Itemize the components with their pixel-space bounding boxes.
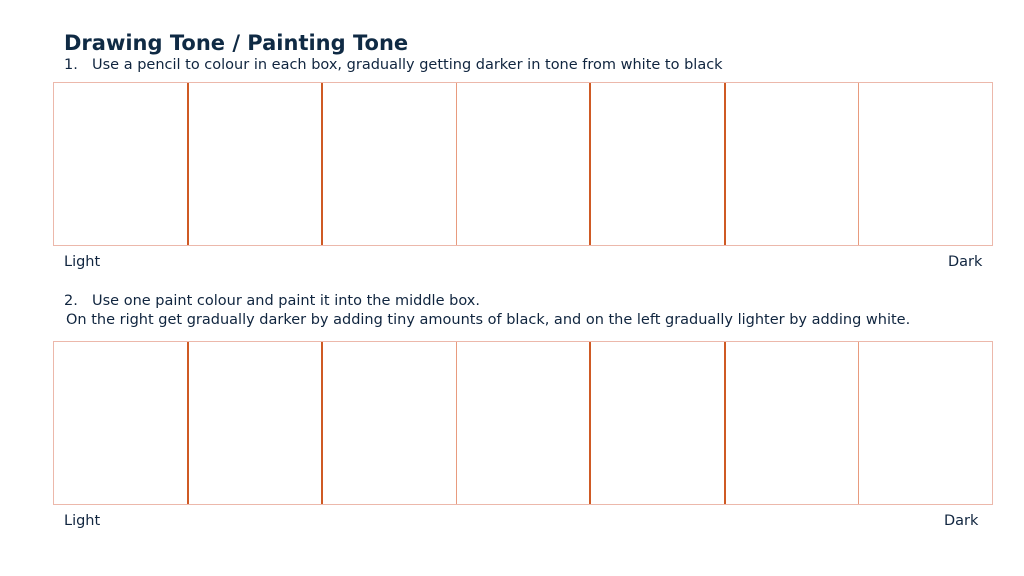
tone-box[interactable]	[54, 342, 189, 504]
instruction-2-continuation: On the right get gradually darker by adding tiny amounts of black, and on the left gradually lighter by adding white.	[66, 312, 911, 328]
instruction-2-number: 2.	[64, 293, 78, 309]
tone-box[interactable]	[189, 342, 324, 504]
scale-2-light-label: Light	[64, 513, 101, 529]
page-title: Drawing Tone / Painting Tone	[64, 31, 409, 55]
tone-box[interactable]	[726, 83, 860, 245]
instruction-1	[64, 57, 723, 73]
scale-1-dark-label: Dark	[948, 254, 983, 270]
instruction-1-text: Use a pencil to colour in each box, gradually getting darker in tone from white to black	[92, 57, 723, 73]
instruction-2-text: Use one paint colour and paint it into the middle box.	[92, 293, 480, 309]
tone-box[interactable]	[457, 342, 592, 504]
scale-2-dark-label: Dark	[944, 513, 979, 529]
tone-box[interactable]	[189, 83, 324, 245]
tone-box[interactable]	[323, 342, 457, 504]
tone-box[interactable]	[591, 342, 726, 504]
instruction-1-number: 1.	[64, 57, 78, 73]
instruction-2	[64, 293, 480, 309]
tone-scale-2	[53, 341, 993, 505]
scale-1-light-label: Light	[64, 254, 101, 270]
tone-scale-1	[53, 82, 993, 246]
tone-box[interactable]	[859, 83, 993, 245]
tone-box[interactable]	[457, 83, 592, 245]
tone-box[interactable]	[323, 83, 457, 245]
tone-box[interactable]	[591, 83, 726, 245]
tone-box[interactable]	[859, 342, 993, 504]
tone-box[interactable]	[726, 342, 860, 504]
tone-box[interactable]	[54, 83, 189, 245]
